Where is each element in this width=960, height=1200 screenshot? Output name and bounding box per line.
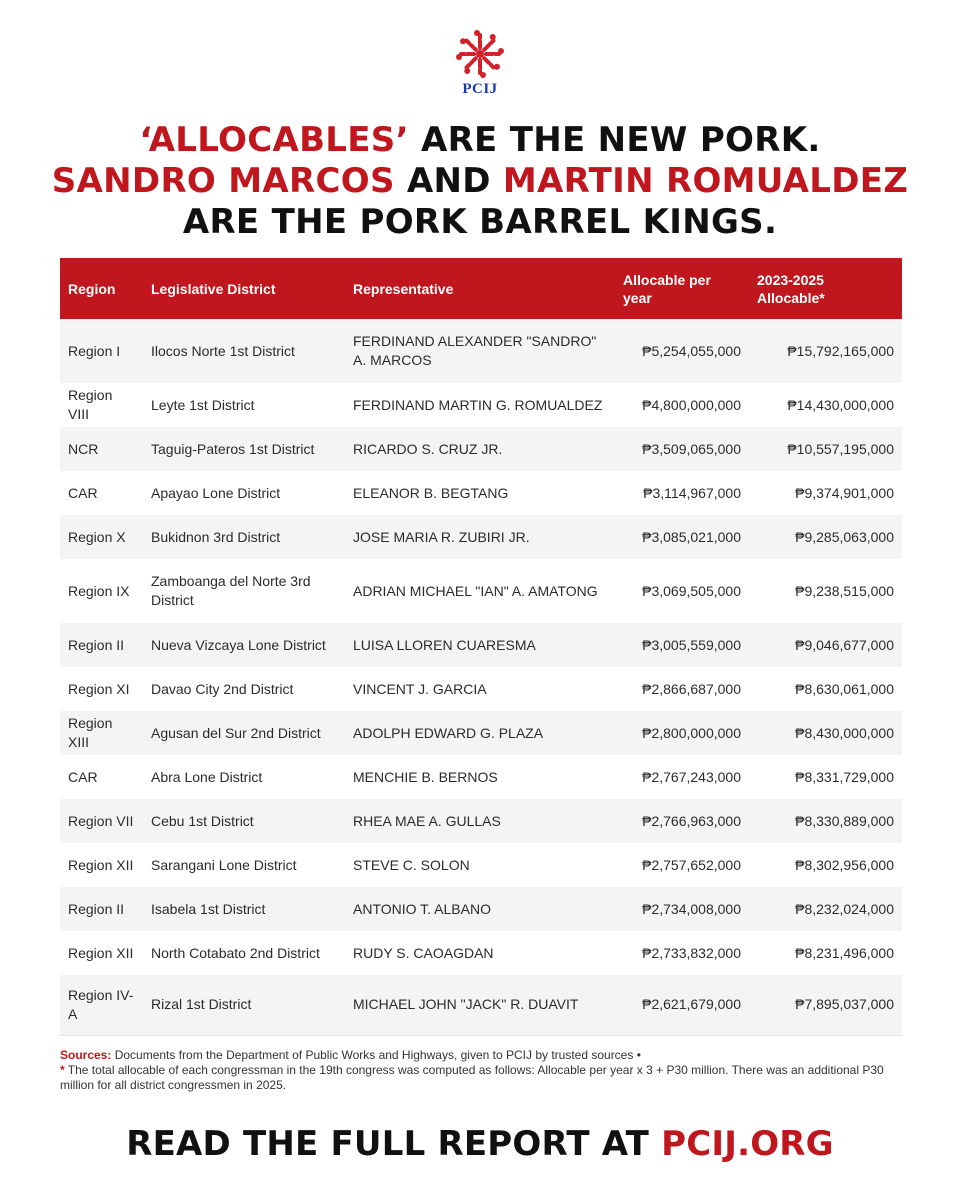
header-representative: Representative [345,258,615,319]
allocable-per-year-cell: ₱2,766,963,000 [615,799,749,843]
footer-link[interactable]: PCIJ.ORG [661,1124,834,1164]
table-row [60,843,902,887]
representative-cell: FERDINAND MARTIN G. ROMUALDEZ [345,383,615,427]
region-cell: Region XIII [60,711,143,755]
region-cell: Region VIII [60,383,143,427]
sources-label: Sources: [60,1048,112,1062]
allocable-per-year-cell: ₱5,254,055,000 [615,319,749,383]
representative-cell: VINCENT J. GARCIA [345,667,615,711]
allocable-per-year-cell: ₱2,621,679,000 [615,975,749,1035]
table-row [60,931,902,975]
total-allocable-cell: ₱14,430,000,000 [749,383,902,427]
total-allocable-cell: ₱8,630,061,000 [749,667,902,711]
table-row [60,383,902,427]
representative-cell: STEVE C. SOLON [345,843,615,887]
pcij-asterisk-logo-icon [454,28,506,80]
region-cell: Region II [60,887,143,931]
district-cell: North Cotabato 2nd District [143,931,345,975]
total-allocable-cell: ₱8,232,024,000 [749,887,902,931]
footnotes [60,1048,902,1093]
representative-cell: LUISA LLOREN CUARESMA [345,623,615,667]
representative-cell: ELEANOR B. BEGTANG [345,471,615,515]
table-row [60,559,902,623]
table-row [60,515,902,559]
allocables-table [60,258,902,1036]
footnote-asterisk: * [60,1063,65,1077]
region-cell: Region VII [60,799,143,843]
table-row [60,667,902,711]
representative-cell: ADOLPH EDWARD G. PLAZA [345,711,615,755]
total-allocable-cell: ₱8,331,729,000 [749,755,902,799]
allocable-per-year-cell: ₱2,866,687,000 [615,667,749,711]
allocable-per-year-cell: ₱3,005,559,000 [615,623,749,667]
region-cell: Region XII [60,843,143,887]
sources-note [60,1048,902,1063]
district-cell: Davao City 2nd District [143,667,345,711]
allocable-per-year-cell: ₱3,085,021,000 [615,515,749,559]
region-cell: CAR [60,471,143,515]
allocable-per-year-cell: ₱2,734,008,000 [615,887,749,931]
allocable-per-year-cell: ₱3,509,065,000 [615,427,749,471]
headline-line-2 [0,161,960,202]
total-allocable-cell: ₱9,046,677,000 [749,623,902,667]
header-district: Legislative District [143,258,345,319]
headline [0,120,960,243]
headline-name-marcos: SANDRO MARCOS [51,161,395,201]
district-cell: Sarangani Lone District [143,843,345,887]
region-cell: Region X [60,515,143,559]
allocable-per-year-cell: ₱3,114,967,000 [615,471,749,515]
logo-text: PCIJ [462,81,498,97]
headline-line-1 [0,120,960,161]
allocable-per-year-cell: ₱3,069,505,000 [615,559,749,623]
district-cell: Cebu 1st District [143,799,345,843]
footer-text: READ THE FULL REPORT AT [126,1124,662,1164]
total-allocable-cell: ₱8,430,000,000 [749,711,902,755]
table-row [60,799,902,843]
total-allocable-cell: ₱8,231,496,000 [749,931,902,975]
table-header-row [60,258,902,319]
region-cell: Region XII [60,931,143,975]
district-cell: Abra Lone District [143,755,345,799]
representative-cell: RICARDO S. CRUZ JR. [345,427,615,471]
table-row [60,427,902,471]
district-cell: Apayao Lone District [143,471,345,515]
representative-cell: ADRIAN MICHAEL "IAN" A. AMATONG [345,559,615,623]
table-row [60,975,902,1035]
total-allocable-cell: ₱9,238,515,000 [749,559,902,623]
representative-cell: JOSE MARIA R. ZUBIRI JR. [345,515,615,559]
table-row [60,623,902,667]
district-cell: Rizal 1st District [143,975,345,1035]
sources-text: Documents from the Department of Public Works and Highways, given to PCIJ by trusted sources • [111,1048,641,1062]
district-cell: Agusan del Sur 2nd District [143,711,345,755]
allocable-per-year-cell: ₱2,767,243,000 [615,755,749,799]
total-allocable-cell: ₱15,792,165,000 [749,319,902,383]
representative-cell: RUDY S. CAOAGDAN [345,931,615,975]
region-cell: Region I [60,319,143,383]
footer-cta [0,1124,960,1164]
header-region: Region [60,258,143,319]
allocable-per-year-cell: ₱4,800,000,000 [615,383,749,427]
region-cell: NCR [60,427,143,471]
headline-name-romualdez: MARTIN ROMUALDEZ [502,161,909,201]
representative-cell: MENCHIE B. BERNOS [345,755,615,799]
allocable-per-year-cell: ₱2,733,832,000 [615,931,749,975]
allocable-per-year-cell: ₱2,757,652,000 [615,843,749,887]
total-allocable-cell: ₱9,374,901,000 [749,471,902,515]
headline-line-3: ARE THE PORK BARREL KINGS. [182,202,778,242]
region-cell: CAR [60,755,143,799]
computation-note [60,1063,902,1093]
header-allocable-per-year: Allocable per year [615,258,749,319]
header-total-allocable: 2023-2025 Allocable* [749,258,902,319]
district-cell: Zamboanga del Norte 3rd District [143,559,345,623]
table-row [60,319,902,383]
district-cell: Isabela 1st District [143,887,345,931]
region-cell: Region XI [60,667,143,711]
total-allocable-cell: ₱7,895,037,000 [749,975,902,1035]
district-cell: Nueva Vizcaya Lone District [143,623,345,667]
table-row [60,755,902,799]
table-row [60,887,902,931]
headline-black-phrase: ARE THE NEW PORK. [408,120,821,160]
footnote-text: The total allocable of each congressman in the 19th congress was computed as follows: Allocable per year x 3 + P30 million. There was an additional P30 million for all district congressmen in 2025. [60,1063,884,1092]
representative-cell: RHEA MAE A. GULLAS [345,799,615,843]
total-allocable-cell: ₱10,557,195,000 [749,427,902,471]
representative-cell: ANTONIO T. ALBANO [345,887,615,931]
allocable-per-year-cell: ₱2,800,000,000 [615,711,749,755]
region-cell: Region IV-A [60,975,143,1035]
district-cell: Ilocos Norte 1st District [143,319,345,383]
representative-cell: FERDINAND ALEXANDER "SANDRO" A. MARCOS [345,319,615,383]
total-allocable-cell: ₱8,302,956,000 [749,843,902,887]
total-allocable-cell: ₱9,285,063,000 [749,515,902,559]
total-allocable-cell: ₱8,330,889,000 [749,799,902,843]
representative-cell: MICHAEL JOHN "JACK" R. DUAVIT [345,975,615,1035]
table-row [60,471,902,515]
headline-red-phrase: ‘ALLOCABLES’ [139,120,409,160]
table-row [60,711,902,755]
headline-connector: AND [394,161,503,201]
district-cell: Bukidnon 3rd District [143,515,345,559]
region-cell: Region IX [60,559,143,623]
district-cell: Leyte 1st District [143,383,345,427]
district-cell: Taguig-Pateros 1st District [143,427,345,471]
region-cell: Region II [60,623,143,667]
pcij-logo [448,28,512,108]
